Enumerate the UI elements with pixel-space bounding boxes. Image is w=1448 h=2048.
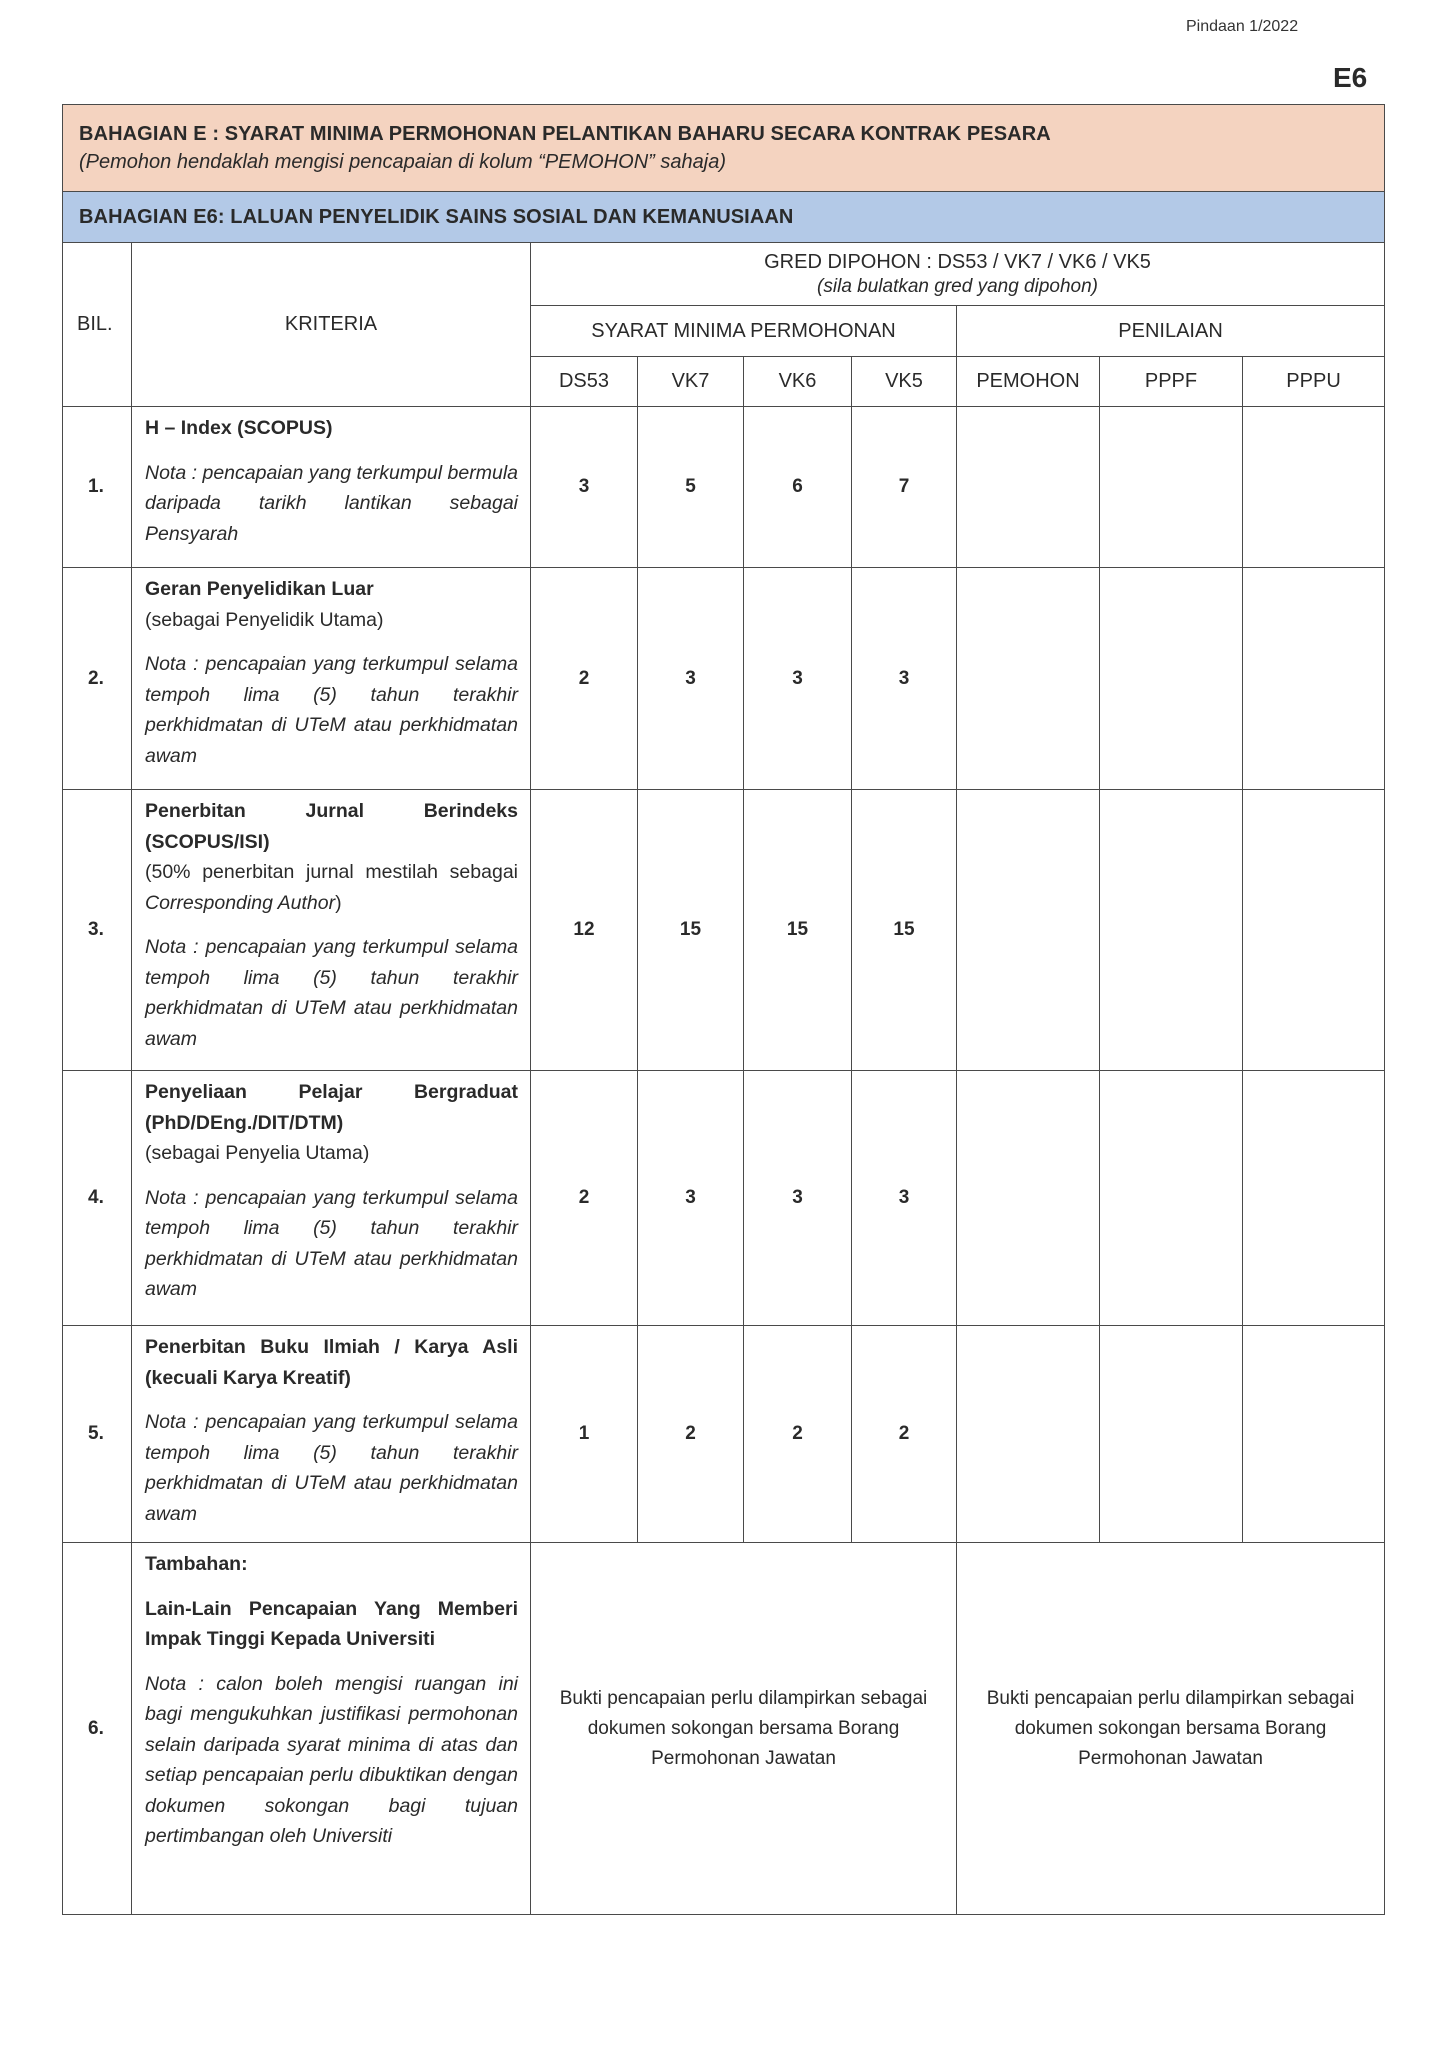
grade-selection-header: [531, 243, 1385, 306]
pemohon-input[interactable]: [957, 790, 1100, 1071]
min-vk5: 15: [852, 790, 957, 1071]
row-number: 1.: [63, 407, 132, 568]
pppu-input[interactable]: [1243, 407, 1385, 568]
criteria-note: Nota : calon boleh mengisi ruangan ini bagi mengukuhkan justifikasi permohonan selain daripada syarat minima di atas dan setiap pencapaian perlu dibuktikan dengan dokumen sokongan bagi tujuan pertimbangan oleh Universiti: [145, 1672, 518, 1847]
pemohon-input[interactable]: [957, 407, 1100, 568]
criteria-cell: [132, 407, 531, 568]
pemohon-input[interactable]: [957, 1071, 1100, 1326]
min-vk6: 6: [744, 407, 852, 568]
min-vk7: 3: [638, 1071, 744, 1326]
criteria-subtitle: [145, 857, 518, 918]
col-group-penilaian: PENILAIAN: [957, 306, 1385, 357]
col-header-vk7: VK7: [638, 357, 744, 407]
min-ds53: 12: [531, 790, 638, 1071]
penilaian-evidence-note: Bukti pencapaian perlu dilampirkan sebagai dokumen sokongan bersama Borang Permohonan Jawatan: [957, 1543, 1385, 1915]
min-vk6: 3: [744, 568, 852, 790]
table-row: [63, 568, 1385, 790]
pppu-input[interactable]: [1243, 790, 1385, 1071]
col-header-kriteria: KRITERIA: [132, 243, 531, 407]
criteria-note: Nota : pencapaian yang terkumpul selama tempoh lima (5) tahun terakhir perkhidmatan di UTeM atau perkhidmatan awam: [145, 936, 518, 1050]
row-number: 2.: [63, 568, 132, 790]
pemohon-input[interactable]: [957, 1326, 1100, 1543]
subtitle-text: (50% penerbitan jurnal mestilah sebagai: [145, 861, 518, 883]
pppf-input[interactable]: [1100, 1071, 1243, 1326]
min-ds53: 2: [531, 1071, 638, 1326]
col-header-pemohon: PEMOHON: [957, 357, 1100, 407]
min-vk6: 3: [744, 1071, 852, 1326]
table-row: [63, 1326, 1385, 1543]
row-number: 5.: [63, 1326, 132, 1543]
criteria-cell: [132, 790, 531, 1071]
revision-label: Pindaan 1/2022: [1186, 18, 1299, 35]
criteria-title: Geran Penyelidikan Luar: [145, 578, 374, 600]
table-row: [63, 407, 1385, 568]
col-header-bil: BIL.: [63, 243, 132, 407]
section-instruction: (Pemohon hendaklah mengisi pencapaian di kolum “PEMOHON” sahaja): [79, 151, 726, 173]
col-header-vk6: VK6: [744, 357, 852, 407]
criteria-note: Nota : pencapaian yang terkumpul selama tempoh lima (5) tahun terakhir perkhidmatan di UTeM atau perkhidmatan awam: [145, 1186, 518, 1300]
min-vk5: 3: [852, 1071, 957, 1326]
pppf-input[interactable]: [1100, 1326, 1243, 1543]
min-ds53: 3: [531, 407, 638, 568]
subsection-title: BAHAGIAN E6: LALUAN PENYELIDIK SAINS SOSIAL DAN KEMANUSIAAN: [79, 206, 794, 228]
criteria-heading: Tambahan:: [145, 1553, 248, 1575]
table-row: [63, 790, 1385, 1071]
criteria-title: Penyeliaan Pelajar Bergraduat (PhD/DEng./DIT/DTM): [145, 1081, 518, 1134]
pppf-input[interactable]: [1100, 407, 1243, 568]
pppf-input[interactable]: [1100, 790, 1243, 1071]
criteria-title: H – Index (SCOPUS): [145, 417, 333, 439]
criteria-note: Nota : pencapaian yang terkumpul bermula daripada tarikh lantikan sebagai Pensyarah: [145, 461, 518, 545]
min-vk7: 3: [638, 568, 744, 790]
grade-header-row: [63, 243, 1385, 306]
criteria-cell: [132, 568, 531, 790]
section-title: BAHAGIAN E : SYARAT MINIMA PERMOHONAN PELANTIKAN BAHARU SECARA KONTRAK PESARA: [79, 123, 1051, 145]
min-vk5: 7: [852, 407, 957, 568]
min-vk5: 3: [852, 568, 957, 790]
pemohon-input[interactable]: [957, 568, 1100, 790]
pppu-input[interactable]: [1243, 1326, 1385, 1543]
table-row: [63, 1071, 1385, 1326]
col-header-pppu: PPPU: [1243, 357, 1385, 407]
requirements-form: [62, 104, 1384, 1915]
min-vk7: 5: [638, 407, 744, 568]
pppu-input[interactable]: [1243, 568, 1385, 790]
min-ds53: 1: [531, 1326, 638, 1543]
min-ds53: 2: [531, 568, 638, 790]
pppf-input[interactable]: [1100, 568, 1243, 790]
requirements-table: [62, 104, 1385, 1915]
criteria-subtitle: (sebagai Penyelia Utama): [145, 1142, 370, 1164]
row-number: 4.: [63, 1071, 132, 1326]
col-group-syarat-minima: SYARAT MINIMA PERMOHONAN: [531, 306, 957, 357]
syarat-evidence-note: Bukti pencapaian perlu dilampirkan sebagai dokumen sokongan bersama Borang Permohonan Jawatan: [531, 1543, 957, 1915]
min-vk7: 15: [638, 790, 744, 1071]
criteria-note: Nota : pencapaian yang terkumpul selama tempoh lima (5) tahun terakhir perkhidmatan di UTeM atau perkhidmatan awam: [145, 1411, 518, 1525]
grade-instruction: (sila bulatkan gred yang dipohon): [817, 276, 1099, 297]
min-vk6: 15: [744, 790, 852, 1071]
grade-options[interactable]: GRED DIPOHON : DS53 / VK7 / VK6 / VK5: [764, 251, 1151, 273]
criteria-cell: [132, 1071, 531, 1326]
subtitle-end: ): [335, 891, 342, 914]
col-header-ds53: DS53: [531, 357, 638, 407]
col-header-pppf: PPPF: [1100, 357, 1243, 407]
section-header: [63, 105, 1385, 192]
min-vk6: 2: [744, 1326, 852, 1543]
criteria-cell: [132, 1543, 531, 1915]
row-number: 3.: [63, 790, 132, 1071]
min-vk7: 2: [638, 1326, 744, 1543]
criteria-title: Penerbitan Buku Ilmiah / Karya Asli (kecuali Karya Kreatif): [145, 1336, 518, 1389]
min-vk5: 2: [852, 1326, 957, 1543]
subsection-header-row: [63, 192, 1385, 243]
section-header-row: [63, 105, 1385, 192]
pppu-input[interactable]: [1243, 1071, 1385, 1326]
criteria-title: Penerbitan Jurnal Berindeks (SCOPUS/ISI): [145, 800, 518, 853]
col-header-vk5: VK5: [852, 357, 957, 407]
criteria-note: Nota : pencapaian yang terkumpul selama tempoh lima (5) tahun terakhir perkhidmatan di UTeM atau perkhidmatan awam: [145, 653, 518, 767]
criteria-cell: [132, 1326, 531, 1543]
table-row: [63, 1543, 1385, 1915]
subtitle-italic: Corresponding Author: [145, 891, 336, 914]
row-number: 6.: [63, 1543, 132, 1915]
form-code: E6: [1333, 62, 1368, 93]
subsection-header: [63, 192, 1385, 243]
criteria-subtitle: (sebagai Penyelidik Utama): [145, 608, 384, 631]
criteria-title: Lain-Lain Pencapaian Yang Memberi Impak Tinggi Kepada Universiti: [145, 1597, 518, 1650]
